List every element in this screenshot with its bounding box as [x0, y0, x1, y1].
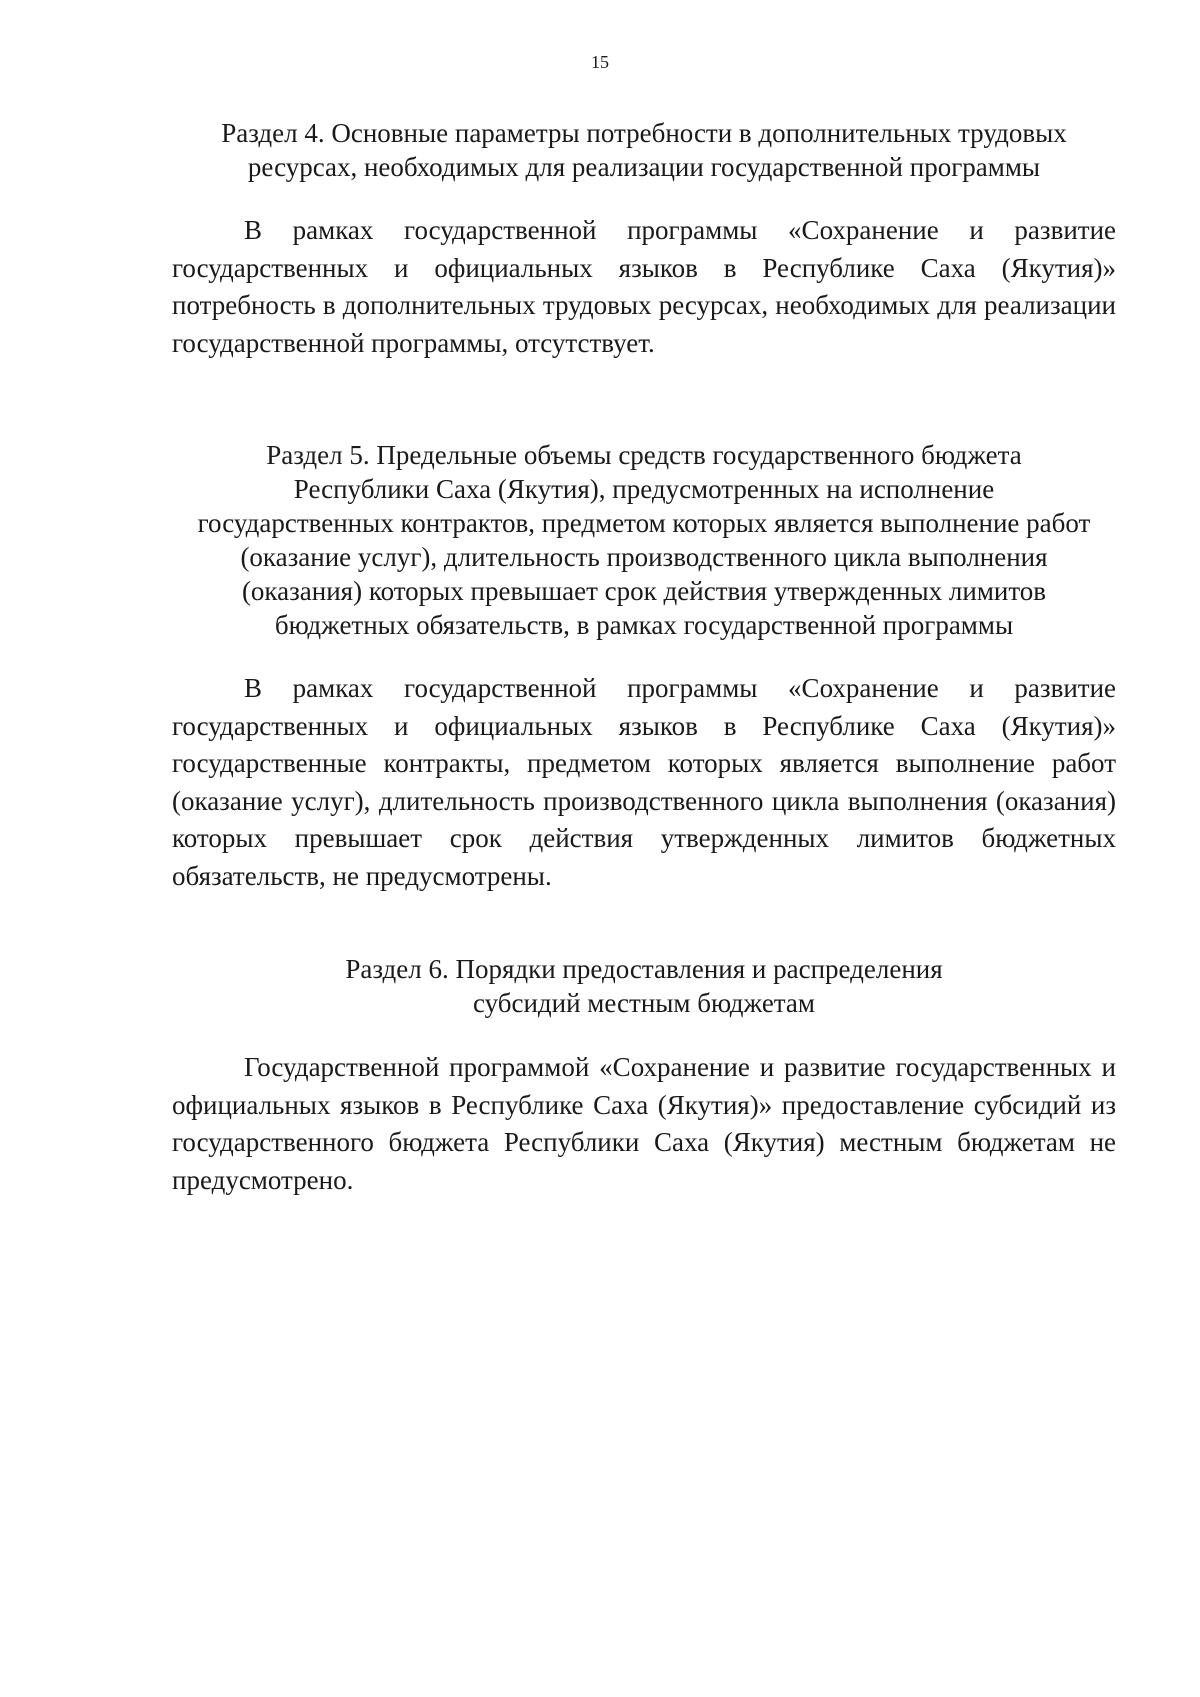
- heading-line: Республики Саха (Якутия), предусмотренных на исполнение: [293, 474, 995, 504]
- heading-line: субсидий местным бюджетам: [472, 988, 816, 1018]
- section-heading: [172, 116, 1116, 184]
- section-6: [172, 952, 1116, 1199]
- heading-line: государственных контрактов, предметом которых является выполнение работ: [197, 508, 1091, 538]
- section-4: [172, 116, 1116, 362]
- section-heading: [172, 952, 1116, 1020]
- heading-line: (оказания) которых превышает срок действия утвержденных лимитов: [241, 576, 1047, 606]
- section-heading: [172, 438, 1116, 642]
- section-paragraph: В рамках государственной программы «Сохранение и развитие государственных и официальных языков в Республике Саха (Якутия)» потребность в дополнительных трудовых ресурсах, необходимых для реализации государственной программы, отсутствует.: [172, 215, 1116, 358]
- page-number: 15: [591, 52, 609, 72]
- heading-line: Раздел 5. Предельные объемы средств государственного бюджета: [266, 440, 1022, 470]
- section-paragraph: В рамках государственной программы «Сохранение и развитие государственных и официальных языков в Республике Саха (Якутия)» государственные контракты, предметом которых является выполнение работ (оказание услуг), длительность производственного цикла выполнения (оказания) которых превышает срок действия утвержденных лимитов бюджетных обязательств, не предусмотрены.: [172, 673, 1116, 891]
- heading-line: бюджетных обязательств, в рамках государственной программы: [274, 610, 1014, 640]
- heading-line: Раздел 6. Порядки предоставления и распределения: [345, 954, 943, 984]
- section-5: [172, 438, 1116, 895]
- heading-line: Раздел 4. Основные параметры потребности в дополнительных трудовых: [221, 118, 1067, 148]
- heading-line: ресурсах, необходимых для реализации государственной программы: [247, 152, 1041, 182]
- section-paragraph: Государственной программой «Сохранение и развитие государственных и официальных языков в Республике Саха (Якутия)» предоставление субсидий из государственного бюджета Республики Саха (Якутия) местным бюджетам не предусмотрено.: [172, 1052, 1116, 1195]
- heading-line: (оказание услуг), длительность производственного цикла выполнения: [240, 542, 1048, 572]
